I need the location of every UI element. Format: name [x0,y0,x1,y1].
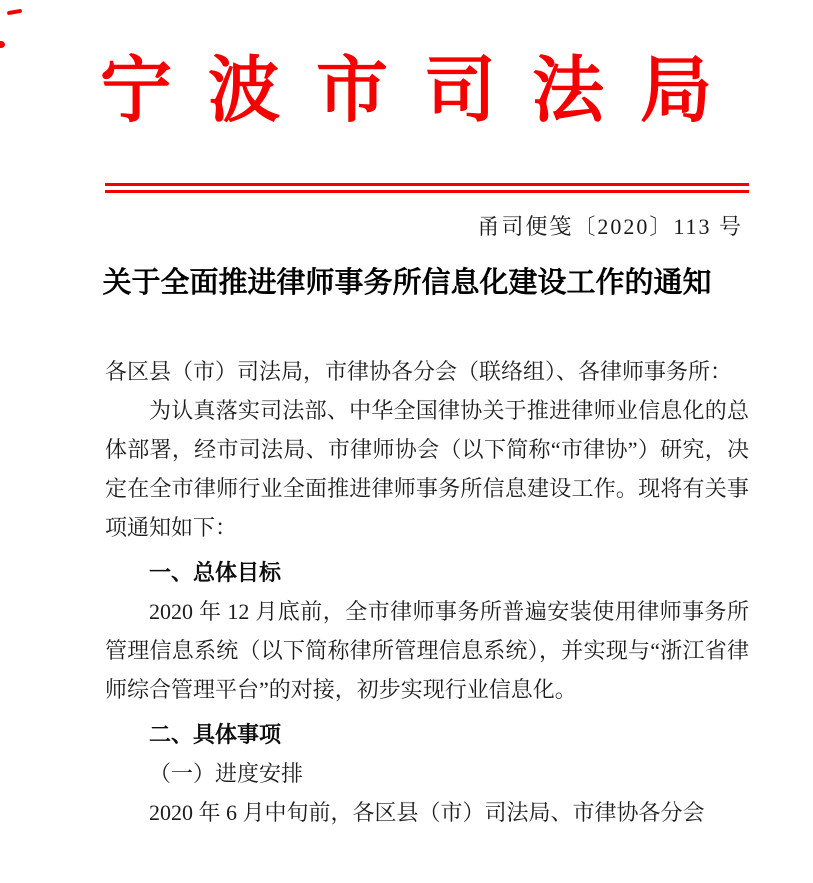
letterhead-divider [105,183,749,193]
agency-name: 宁波市司法局 [100,51,749,131]
section-1-paragraph: 2020 年 12 月底前，全市律师事务所普遍安装使用律师事务所管理信息系统（以下简称律所管理信息系统），并实现与“浙江省律师综合管理平台”的对接，初步实现行业信息化。 [105,599,749,702]
section-2-heading: 二、具体事项 [149,722,282,747]
salutation: 各区县（市）司法局，市律协各分会（联络组）、各律师事务所： [105,359,733,384]
intro-paragraph: 为认真落实司法部、中华全国律协关于推进律师业信息化的总体部署，经市司法局、市律师协会（以下简称“市律协”）研究，决定在全市律师行业全面推进律师事务所信息建设工作。现将有关事项通知如下： [105,398,749,540]
scan-artifact [0,41,5,48]
document-number: 甬司便笺〔2020〕113 号 [477,214,743,239]
notice-title: 关于全面推进律师事务所信息化建设工作的通知 [102,267,712,299]
section-2-subheading: （一）进度安排 [149,761,304,786]
notice-body [105,352,749,832]
section-1-heading: 一、总体目标 [149,560,282,585]
scan-artifact [7,9,22,16]
schedule-paragraph: 2020 年 6 月中旬前，各区县（市）司法局、市律协各分会 [149,800,705,825]
